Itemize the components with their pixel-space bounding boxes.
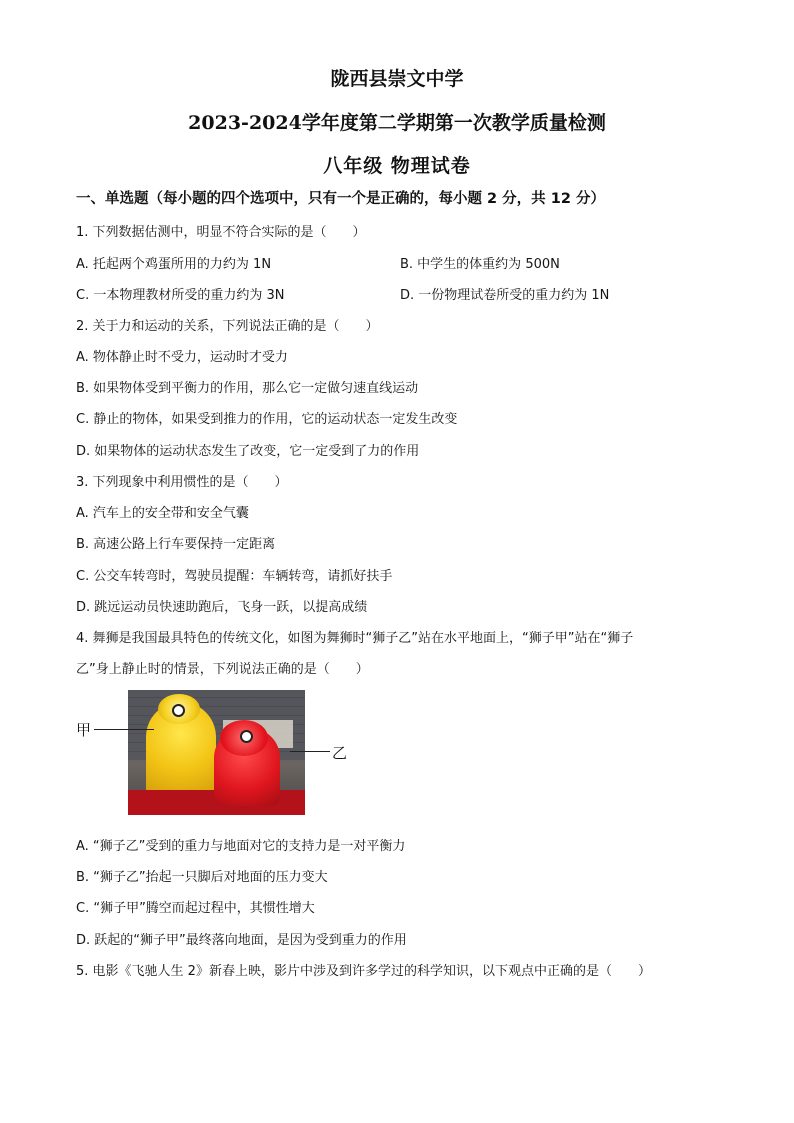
- q3-option-b: B. 高速公路上行车要保持一定距离: [76, 537, 276, 552]
- q3-option-a: A. 汽车上的安全带和安全气囊: [76, 506, 249, 521]
- q4-stem-line2: 乙”身上静止时的情景，下列说法正确的是（ ）: [76, 662, 369, 677]
- q4-option-c: C. “狮子甲”腾空而起过程中，其惯性增大: [76, 901, 315, 916]
- leader-line-yi: [290, 751, 330, 752]
- q4-option-b: B. “狮子乙”抬起一只脚后对地面的压力变大: [76, 870, 328, 885]
- q4-option-d: D. 跃起的“狮子甲”最终落向地面，是因为受到重力的作用: [76, 933, 407, 948]
- subject-title: 八年级 物理试卷: [323, 155, 471, 177]
- q1-option-d: D. 一份物理试卷所受的重力约为 1N: [400, 288, 610, 303]
- q1-option-b: B. 中学生的体重约为 500N: [400, 257, 560, 272]
- q2-option-b: B. 如果物体受到平衡力的作用，那么它一定做匀速直线运动: [76, 381, 419, 396]
- label-yi: 乙: [332, 744, 348, 762]
- q1-stem: 1. 下列数据估测中，明显不符合实际的是（ ）: [76, 225, 366, 240]
- section-heading: 一、单选题（每小题的四个选项中，只有一个是正确的，每小题 2 分，共 12 分）: [76, 191, 605, 207]
- q4-option-a: A. “狮子乙”受到的重力与地面对它的支持力是一对平衡力: [76, 839, 406, 854]
- q1-option-a: A. 托起两个鸡蛋所用的力约为 1N: [76, 257, 272, 272]
- lion-dance-photo: [128, 690, 305, 815]
- q3-option-c: C. 公交车转弯时，驾驶员提醒：车辆转弯，请抓好扶手: [76, 569, 393, 584]
- q2-option-a: A. 物体静止时不受力，运动时才受力: [76, 350, 288, 365]
- q2-option-d: D. 如果物体的运动状态发生了改变，它一定受到了力的作用: [76, 444, 420, 459]
- q3-option-d: D. 跳远运动员快速助跑后，飞身一跃，以提高成绩: [76, 600, 368, 615]
- q3-stem: 3. 下列现象中利用惯性的是（ ）: [76, 475, 288, 490]
- school-name: 陇西县崇文中学: [330, 68, 464, 90]
- q1-option-c: C. 一本物理教材所受的重力约为 3N: [76, 288, 285, 303]
- q5-stem: 5. 电影《飞驰人生 2》新春上映，影片中涉及到许多学过的科学知识，以下观点中正确的是（ ）: [76, 964, 651, 979]
- q2-stem: 2. 关于力和运动的关系，下列说法正确的是（ ）: [76, 319, 379, 334]
- exam-title: 2023-2024学年度第二学期第一次教学质量检测: [188, 112, 606, 134]
- q2-option-c: C. 静止的物体，如果受到推力的作用，它的运动状态一定发生改变: [76, 412, 458, 427]
- lion-dance-figure: [76, 690, 356, 818]
- label-jia: 甲: [76, 721, 92, 739]
- q4-stem-line1: 4. 舞狮是我国最具特色的传统文化，如图为舞狮时“狮子乙”站在水平地面上，“狮子甲”站在“狮子: [76, 631, 634, 646]
- leader-line-jia: [94, 729, 154, 730]
